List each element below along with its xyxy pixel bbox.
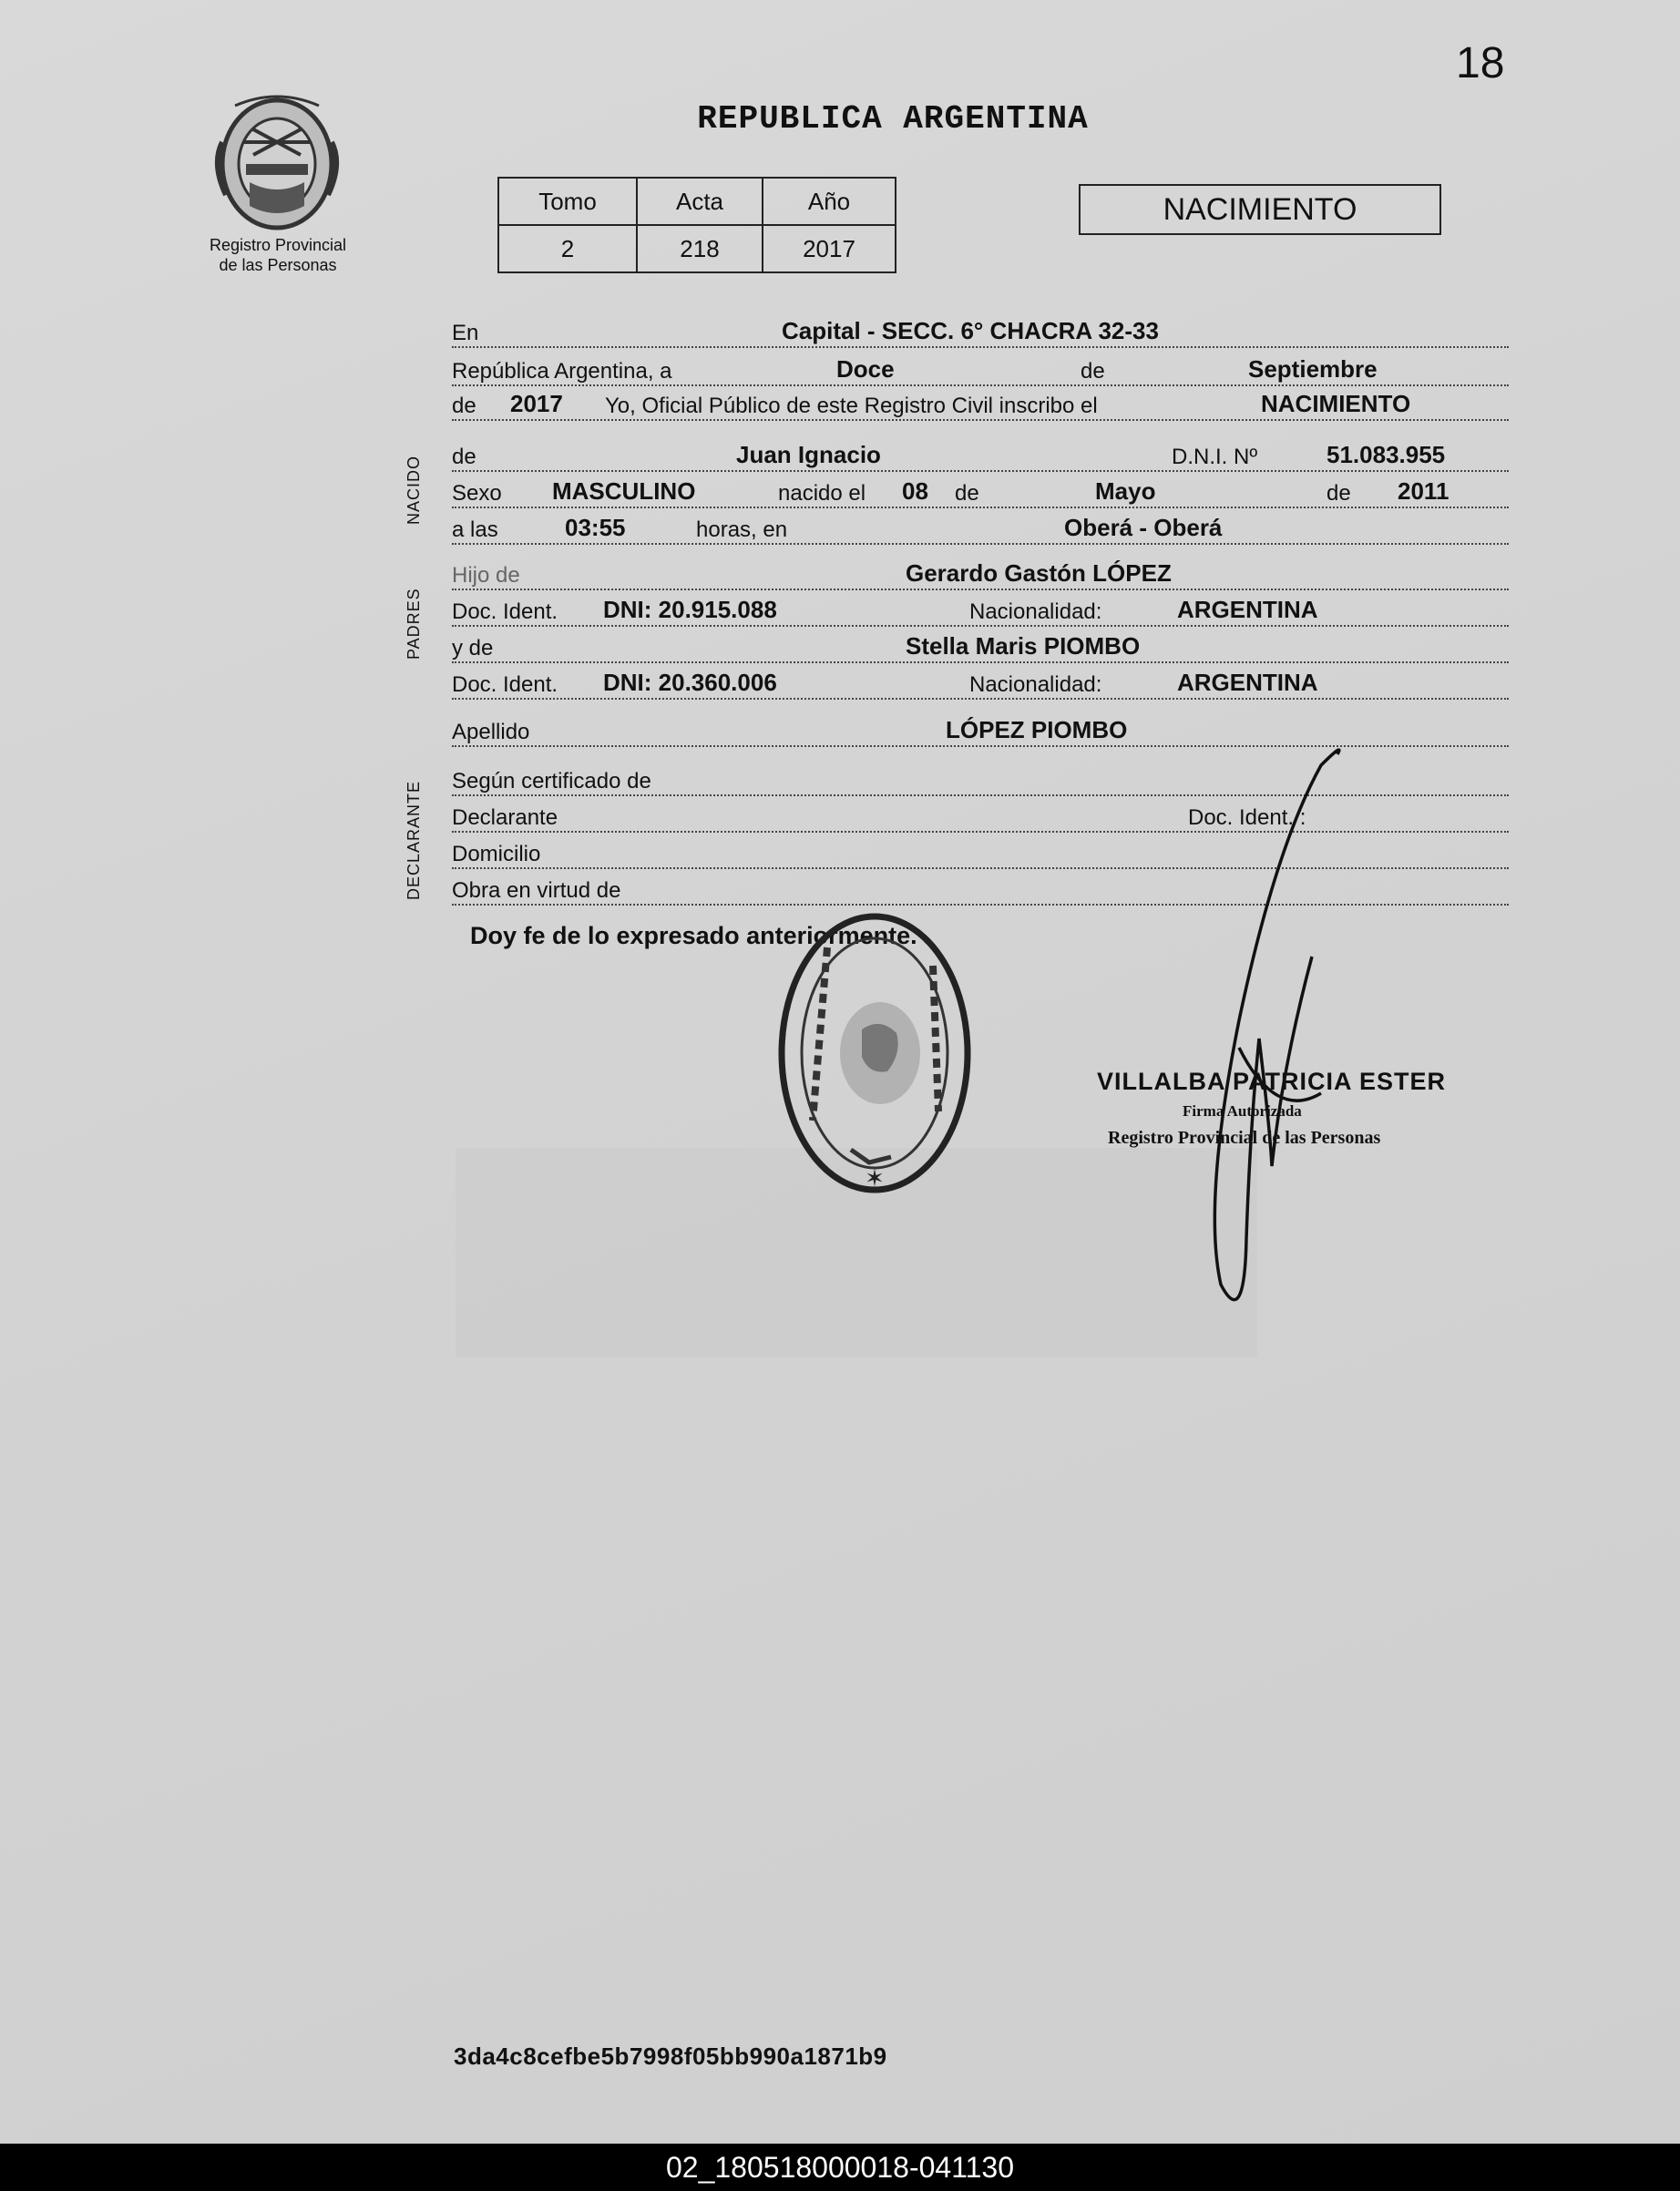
hijo-label: Hijo de bbox=[452, 563, 520, 588]
closing-statement: Doy fe de lo expresado anteriormente. bbox=[470, 922, 917, 949]
line-mother bbox=[452, 630, 1509, 663]
declarante-doc-label: Doc. Ident. : bbox=[1188, 805, 1306, 830]
de-label: de bbox=[1081, 359, 1105, 384]
line-declarante bbox=[452, 800, 1509, 833]
surname-value: LÓPEZ PIOMBO bbox=[946, 716, 1128, 743]
line-date bbox=[452, 353, 1509, 386]
act-type-box: NACIMIENTO bbox=[1079, 184, 1441, 235]
a-las-label: a las bbox=[452, 517, 498, 542]
month-value: Septiembre bbox=[1248, 355, 1378, 383]
child-dni-value: 51.083.955 bbox=[1327, 441, 1446, 468]
father-name-value: Gerardo Gastón LÓPEZ bbox=[906, 559, 1172, 587]
father-nationality-label: Nacionalidad: bbox=[969, 599, 1102, 624]
line-sex-birth bbox=[452, 476, 1509, 508]
father-doc-value: DNI: 20.915.088 bbox=[603, 596, 777, 623]
acta-header: Acta bbox=[637, 178, 763, 225]
father-nationality-value: ARGENTINA bbox=[1177, 596, 1318, 623]
father-doc-label: Doc. Ident. bbox=[452, 599, 558, 624]
y-de-label: y de bbox=[452, 636, 494, 660]
line-certificado bbox=[452, 763, 1509, 796]
registry-caption-line2: de las Personas bbox=[219, 256, 337, 274]
side-label-nacido: NACIDO bbox=[405, 455, 423, 525]
birth-day-value: 08 bbox=[902, 477, 928, 505]
child-name-value: Juan Ignacio bbox=[736, 441, 881, 468]
line-officer bbox=[452, 388, 1509, 421]
official-seal-icon bbox=[760, 893, 1008, 1203]
line-mother-doc bbox=[452, 667, 1509, 700]
svg-text:✶: ✶ bbox=[865, 1165, 885, 1193]
sexo-value: MASCULINO bbox=[552, 477, 696, 505]
tomo-header: Tomo bbox=[498, 178, 637, 225]
sexo-label: Sexo bbox=[452, 481, 502, 506]
signer-name: VILLALBA PATRICIA ESTER bbox=[1097, 1068, 1446, 1095]
page-number: 18 bbox=[1456, 39, 1505, 87]
year-value: 2017 bbox=[510, 390, 563, 417]
signer-organization: Registro Provincial de las Personas bbox=[1108, 1128, 1381, 1148]
officer-text: Yo, Oficial Público de este Registro Civil inscribo el bbox=[605, 394, 1098, 418]
line-father-doc bbox=[452, 594, 1509, 627]
registry-caption-line1: Registro Provincial bbox=[209, 236, 347, 254]
signer-role: Firma Autorizada bbox=[1183, 1102, 1302, 1120]
domicilio-label: Domicilio bbox=[452, 842, 541, 866]
mother-doc-value: DNI: 20.360.006 bbox=[603, 669, 777, 696]
line-time-place bbox=[452, 512, 1509, 545]
registry-table-value-row bbox=[498, 225, 896, 272]
registry-table bbox=[497, 177, 896, 273]
registry-table-header-row bbox=[498, 178, 896, 225]
ano-value: 2017 bbox=[763, 225, 896, 272]
birth-place-value: Oberá - Oberá bbox=[1064, 514, 1223, 541]
line-father bbox=[452, 558, 1509, 590]
mother-nationality-label: Nacionalidad: bbox=[969, 672, 1102, 697]
birth-month-value: Mayo bbox=[1095, 477, 1156, 505]
declarante-label: Declarante bbox=[452, 805, 558, 830]
birth-time-value: 03:55 bbox=[565, 514, 626, 541]
day-value: Doce bbox=[836, 355, 895, 383]
dni-label: D.N.I. Nº bbox=[1172, 445, 1258, 469]
apellido-label: Apellido bbox=[452, 720, 530, 744]
line-place bbox=[452, 315, 1509, 348]
nacido-el-label: nacido el bbox=[778, 481, 866, 506]
tomo-value: 2 bbox=[498, 225, 637, 272]
de-birth-label: de bbox=[955, 481, 979, 506]
mother-name-value: Stella Maris PIOMBO bbox=[906, 632, 1141, 660]
acta-value: 218 bbox=[637, 225, 763, 272]
horas-label: horas, en bbox=[696, 517, 788, 542]
line-domicilio bbox=[452, 836, 1509, 869]
registry-caption bbox=[173, 235, 383, 275]
birth-year-value: 2011 bbox=[1398, 477, 1450, 505]
obra-label: Obra en virtud de bbox=[452, 878, 621, 903]
en-label: En bbox=[452, 321, 479, 345]
republica-label: República Argentina, a bbox=[452, 359, 672, 384]
certificado-label: Según certificado de bbox=[452, 769, 651, 793]
act-value: NACIMIENTO bbox=[1261, 390, 1411, 417]
line-child-name bbox=[452, 439, 1509, 472]
de-year-label: de bbox=[452, 394, 476, 418]
de-birth-year-label: de bbox=[1327, 481, 1351, 506]
footer-filename: 02_180518000018-041130 bbox=[0, 2144, 1680, 2191]
place-value: Capital - SECC. 6° CHACRA 32-33 bbox=[782, 317, 1159, 344]
document-hash: 3da4c8cefbe5b7998f05bb990a1871b9 bbox=[454, 2043, 887, 2070]
ano-header: Año bbox=[763, 178, 896, 225]
document-title: REPUBLICA ARGENTINA bbox=[697, 100, 1089, 138]
side-label-declarante: DECLARANTE bbox=[405, 780, 423, 900]
mother-nationality-value: ARGENTINA bbox=[1177, 669, 1318, 696]
de-name-label: de bbox=[452, 445, 476, 469]
side-label-padres: PADRES bbox=[405, 588, 423, 660]
mother-doc-label: Doc. Ident. bbox=[452, 672, 558, 697]
line-surname bbox=[452, 714, 1509, 747]
handwritten-signature-icon bbox=[1184, 747, 1348, 1312]
